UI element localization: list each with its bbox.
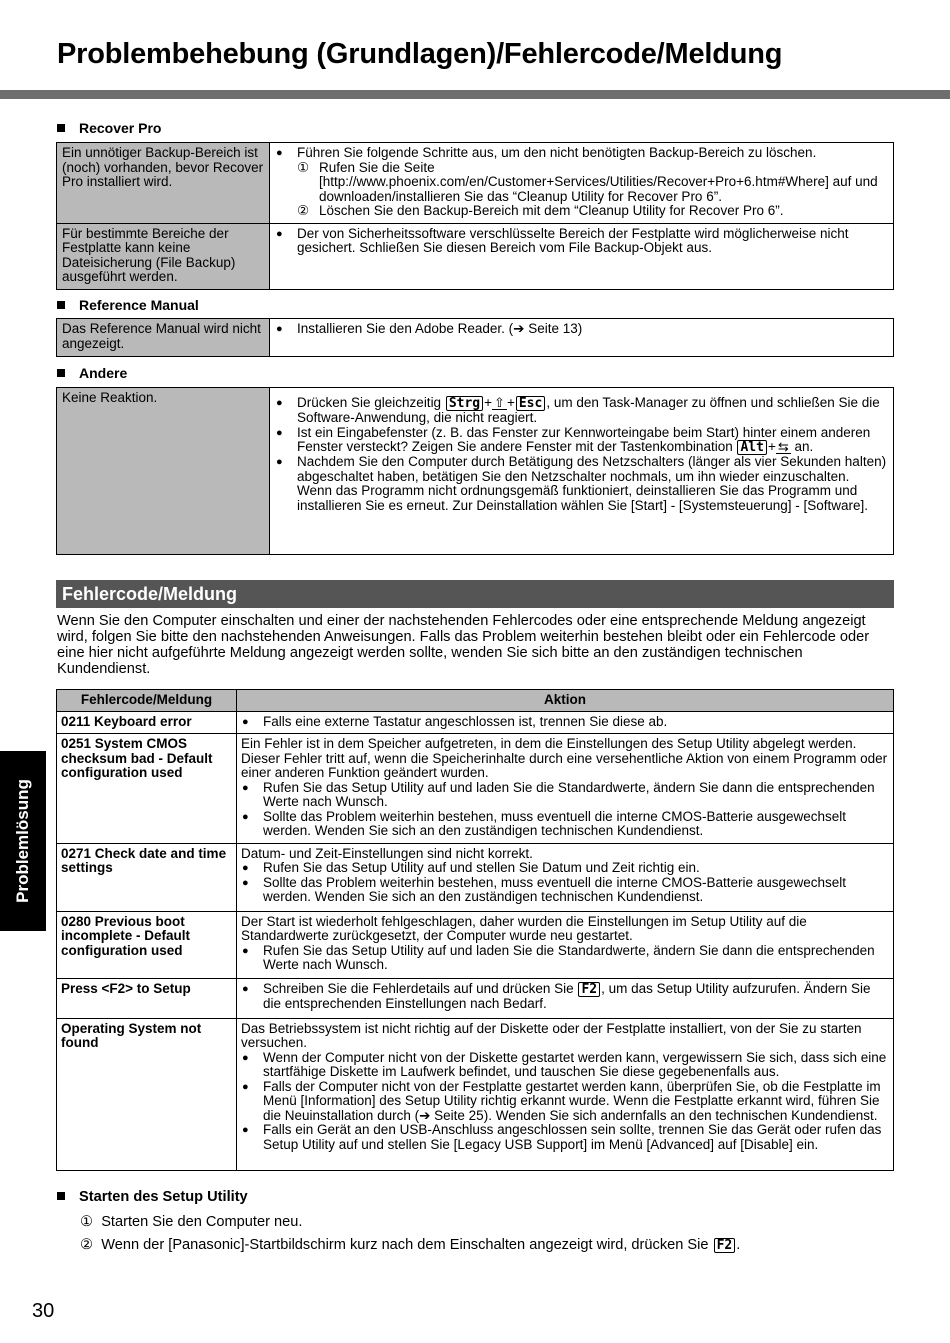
- error-code-cell: Operating System not found: [57, 1018, 237, 1170]
- action-cell: [237, 843, 894, 911]
- table-row: [57, 143, 894, 224]
- list-item: ● Falls ein Gerät an den USB-Anschluss angeschlossen sein sollte, trennen Sie das Gerät oder rufen das Setup Utility auf und stellen Sie [Legacy USB Support] im Menü [Advanced] auf [Disable] ein.: [241, 1123, 889, 1152]
- side-tab: Problemlösung: [0, 751, 46, 931]
- list-item: ● Schreiben Sie die Fehlerdetails auf und drücken Sie F2 , um das Setup Utility aufzurufen. Ändern Sie die entsprechenden Einstellungen nach Bedarf.: [241, 982, 889, 1012]
- list-item: ① Rufen Sie die Seite [http://www.phoenix.com/en/Customer+Services/Utilities/Recover+Pro+6.htm#Where] auf und downloaden/installieren Sie das “Cleanup Utility for Recover Pro 6”.: [297, 159, 878, 204]
- tab-key-icon: ⇆: [777, 439, 789, 454]
- list-item: ● Falls der Computer nicht von der Festplatte gestartet werden kann, überprüfen Sie, ob die Festplatte im Menü [Information] des Setup Utility richtig erkannt wurde. Wenn die Festplatte erkannt wird, führen Sie die Neuinstallation durch (➔ Seite 25). Wenden Sie sich andernfalls an den technischen Kundendienst.: [241, 1080, 889, 1124]
- list-item: ● Falls eine externe Tastatur angeschlossen ist, trennen Sie diese ab.: [241, 715, 889, 730]
- table-row: [57, 843, 894, 911]
- page-number: 30: [32, 1300, 55, 1322]
- setup-step-2: ② Wenn der [Panasonic]-Startbildschirm kurz nach dem Einschalten angezeigt wird, drücken Sie F2 .: [80, 1237, 741, 1253]
- top-rule: [0, 90, 950, 99]
- table-row: [57, 978, 894, 1018]
- table-row: [57, 734, 894, 844]
- arrow-right-icon: ➔: [419, 1107, 431, 1123]
- list-item: ● Drücken Sie gleichzeitig Strg + ⇧ + Esc , um den Task-Manager zu öffnen und schließen Sie die Software-Anwendung, die nicht reagiert.: [275, 396, 888, 426]
- error-code-cell: 0271 Check date and time settings: [57, 843, 237, 911]
- list-item: ● Sollte das Problem weiterhin bestehen, muss eventuell die interne CMOS-Batterie ausgewechselt werden. Wenden Sie sich an den zuständigen technischen Kundendienst.: [241, 810, 889, 839]
- table-row: [57, 319, 894, 357]
- strg-key-icon: Strg: [446, 396, 483, 411]
- action-cell: [237, 978, 894, 1018]
- square-bullet-icon: [57, 124, 65, 132]
- f2-key-icon: F2: [578, 982, 600, 997]
- recover-pro-heading: Recover Pro: [57, 120, 161, 136]
- solution-cell: [270, 223, 894, 289]
- f2-key-icon: F2: [714, 1238, 736, 1253]
- error-code-cell: 0280 Previous boot incomplete - Default configuration used: [57, 911, 237, 978]
- page-title: Problembehebung (Grundlagen)/Fehlercode/Meldung: [57, 38, 783, 70]
- problem-cell: Für bestimmte Bereiche der Festplatte kann keine Dateisicherung (File Backup) ausgeführt werden.: [57, 223, 270, 289]
- reference-manual-heading: Reference Manual: [57, 297, 199, 313]
- list-item: ● Rufen Sie das Setup Utility auf und stellen Sie Datum und Zeit richtig ein.: [241, 861, 889, 876]
- plus-sign: +: [767, 439, 776, 454]
- list-item: ● Wenn der Computer nicht von der Diskette gestartet werden kann, vergewissern Sie sich, dass sich eine startfähige Diskette im Laufwerk befindet, und tauschen Sie diese gegebenenfalls aus.: [241, 1051, 889, 1080]
- esc-key-icon: Esc: [516, 396, 545, 411]
- alt-key-icon: Alt: [737, 440, 766, 455]
- table-row: [57, 911, 894, 978]
- column-header-action: Aktion: [237, 690, 894, 712]
- problem-cell: Das Reference Manual wird nicht angezeigt.: [57, 319, 270, 357]
- table-row: [57, 388, 894, 555]
- square-bullet-icon: [57, 301, 65, 309]
- plus-sign: +: [506, 395, 515, 410]
- list-item: ● Ist ein Eingabefenster (z. B. das Fenster zur Kennworteingabe beim Start) hinter einem anderen Fenster versteckt? Zeigen Sie andere Fenster mit der Tastenkombination Alt + ⇆ an.: [275, 426, 888, 456]
- problem-cell: Ein unnötiger Backup-Bereich ist (noch) vorhanden, bevor Recover Pro installiert wird.: [57, 143, 270, 224]
- recover-pro-table: [56, 142, 894, 290]
- list-item: ● Führen Sie folgende Schritte aus, um den nicht benötigten Backup-Bereich zu löschen. ① Rufen Sie die Seite [http://www.phoenix.com/en/Customer+Services/Utilities/Recover+Pro+6.htm#Where] auf und downloaden/installieren Sie das “Cleanup Utility for Recover Pro 6”. ② Löschen Sie den Backup-Bereich mit dem “Cleanup Utility for Recover Pro 6”.: [275, 146, 888, 219]
- andere-heading: Andere: [57, 365, 127, 381]
- error-code-cell: Press <F2> to Setup: [57, 978, 237, 1018]
- andere-table: [56, 387, 894, 555]
- action-text: Das Betriebssystem ist nicht richtig auf der Diskette oder der Festplatte installiert, von der Sie zu starten versuchen.: [241, 1020, 862, 1050]
- list-item: ● Nachdem Sie den Computer durch Betätigung des Netzschalters (länger als vier Sekunden halten) abgeschaltet haben, betätigen Sie den Netzschalter nochmals, um ihn wieder einzuschalten. Wenn das Programm nicht ordnungsgemäß funktioniert, deinstallieren Sie das Programm und installieren Sie es erneut. Zur Deinstallation wählen Sie [Start] - [Systemsteuerung] - [Software].: [275, 455, 888, 513]
- error-code-table: [56, 689, 894, 1171]
- solution-cell: [270, 143, 894, 224]
- reference-manual-table: [56, 318, 894, 357]
- error-code-cell: 0211 Keyboard error: [57, 711, 237, 734]
- table-header-row: [57, 690, 894, 712]
- action-text: Ein Fehler ist in dem Speicher aufgetreten, in dem die Einstellungen des Setup Utility abgelegt werden. Dieser Fehler tritt auf, wenn die Speicherinhalte durch eine versehentliche Aktion von einem Programm oder einer anderen Funktion geändert wurden.: [241, 736, 888, 780]
- action-text: Der Start ist wiederholt fehlgeschlagen, daher wurden die Einstellungen im Setup Utility auf die Standardwerte zurückgesetzt, der Computer wurde neu gestartet.: [241, 913, 807, 943]
- problem-cell: Keine Reaktion.: [57, 388, 270, 555]
- setup-step-1: ① Starten Sie den Computer neu.: [80, 1214, 303, 1230]
- section-intro: Wenn Sie den Computer einschalten und einer der nachstehenden Fehlercodes oder eine entsprechende Meldung angezeigt wird, folgen Sie bitte den nachstehenden Anweisungen. Falls das Problem weiterhin bestehen bleibt oder ein Fehlercode oder eine hier nicht aufgeführte Meldung angezeigt werden sollte, wenden Sie sich bitte an den zuständigen technischen Kundendienst.: [57, 613, 870, 677]
- solution-cell: [270, 319, 894, 357]
- list-item: ● Rufen Sie das Setup Utility auf und laden Sie die Standardwerte, ändern Sie dann die entsprechenden Werte nach Wunsch.: [241, 781, 889, 810]
- square-bullet-icon: [57, 1192, 65, 1200]
- column-header-code: Fehlercode/Meldung: [57, 690, 237, 712]
- error-code-cell: 0251 System CMOS checksum bad - Default configuration used: [57, 734, 237, 844]
- table-row: [57, 711, 894, 734]
- list-item: ● Der von Sicherheitssoftware verschlüsselte Bereich der Festplatte wird möglicherweise nicht gesichert. Schließen Sie diesen Bereich vom File Backup-Objekt aus.: [275, 227, 888, 256]
- list-item: ● Rufen Sie das Setup Utility auf und laden Sie die Standardwerte, ändern Sie dann die entsprechenden Werte nach Wunsch.: [241, 944, 889, 973]
- action-cell: [237, 1018, 894, 1170]
- list-item: ● Installieren Sie den Adobe Reader. (➔ Seite 13): [275, 322, 888, 337]
- table-row: [57, 1018, 894, 1170]
- arrow-right-icon: ➔: [513, 321, 525, 336]
- list-item: ② Löschen Sie den Backup-Bereich mit dem “Cleanup Utility for Recover Pro 6”.: [297, 203, 784, 218]
- square-bullet-icon: [57, 369, 65, 377]
- action-text: Datum- und Zeit-Einstellungen sind nicht korrekt.: [241, 845, 533, 861]
- setup-utility-heading: Starten des Setup Utility: [57, 1189, 248, 1205]
- table-row: [57, 223, 894, 289]
- solution-cell: [270, 388, 894, 555]
- action-cell: [237, 711, 894, 734]
- action-cell: [237, 734, 894, 844]
- action-cell: [237, 911, 894, 978]
- list-item: ● Sollte das Problem weiterhin bestehen, muss eventuell die interne CMOS-Batterie ausgewechselt werden. Wenden Sie sich an den zuständigen technischen Kundendienst.: [241, 876, 889, 905]
- shift-key-icon: ⇧: [494, 395, 505, 410]
- section-title-bar: Fehlercode/Meldung: [56, 580, 894, 608]
